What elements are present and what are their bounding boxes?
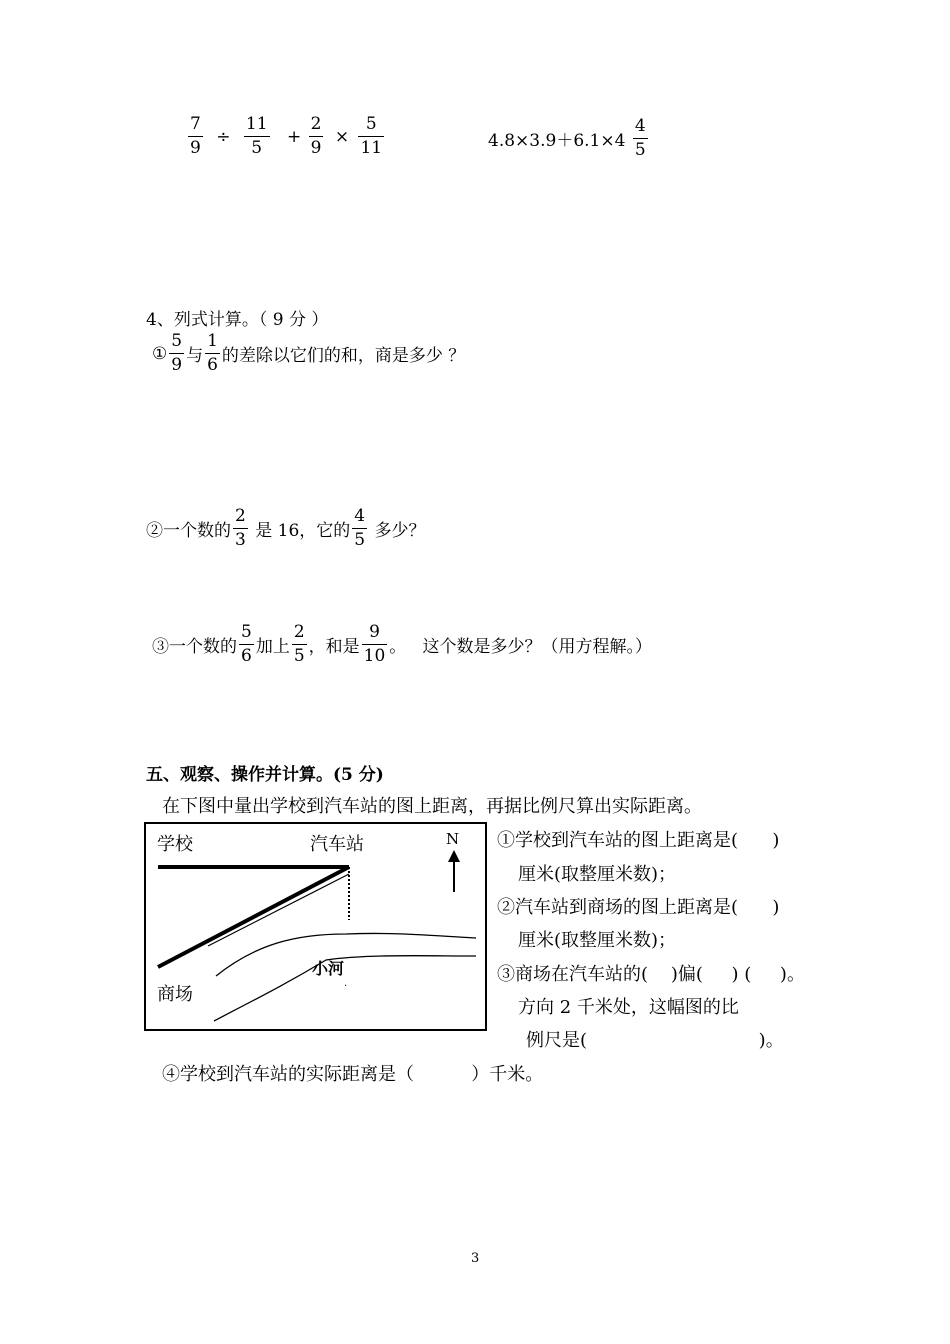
river-upper-bank (216, 933, 476, 976)
river-label: 小河 (312, 959, 345, 978)
north-arrow-head (448, 850, 460, 862)
fraction: $\frac{2}{5}$ (293, 622, 305, 666)
station-label: 汽车站 (310, 834, 364, 855)
question-5-3-line2: 方向 2 千米处，这幅图的比 (518, 997, 739, 1018)
operator: + (286, 126, 302, 147)
fraction: $\frac{2}{3}$ (235, 506, 246, 550)
mall-label: 商场 (157, 984, 193, 1005)
map-dot: . (344, 978, 348, 989)
operator: × (334, 126, 350, 147)
question-5-1-line2: 厘米(取整厘米数)； (518, 864, 677, 885)
question-5-4: ④学校到汽车站的实际距离是（ ）千米。 (162, 1064, 544, 1085)
map-figure (144, 822, 487, 1031)
fraction: $\frac{5}{11}$ (360, 114, 383, 158)
question-5-2-line2: 厘米(取整厘米数)； (518, 930, 677, 951)
fraction: $\frac{9}{10}$ (363, 622, 386, 666)
operator: ÷ (216, 126, 231, 147)
fraction: $\frac{4}{5}$ (634, 116, 646, 160)
question-5-1-line1: ①学校到汽车站的图上距离是( ) (497, 830, 780, 851)
fraction: $\frac{11}{5}$ (245, 114, 268, 158)
school-label: 学校 (157, 834, 193, 855)
fraction: $\frac{1}{6}$ (207, 331, 218, 375)
question-4-3: ③一个数的 $\frac{5}{6}$ 加上 $\frac{2}{5}$ ，和是 $\frac{9}{10}$ 。 这个数是多少？（用方程解。） (152, 622, 653, 666)
fraction: $\frac{7}{9}$ (190, 114, 201, 158)
page-number: 3 (471, 1251, 480, 1266)
section-5-title: 五、观察、操作并计算。(5 分) (146, 765, 384, 785)
fraction: $\frac{2}{9}$ (310, 114, 322, 158)
north-label: N (446, 830, 460, 848)
question-4-1: ① $\frac{5}{9}$ 与 $\frac{1}{6}$ 的差除以它们的和，商是多少 ？ (152, 331, 466, 375)
section-5-instruction: 在下图中量出学校到汽车站的图上距离，再据比例尺算出实际距离。 (162, 796, 702, 817)
fraction: $\frac{5}{6}$ (241, 622, 252, 666)
question-5-2-line1: ②汽车站到商场的图上距离是( ) (497, 897, 780, 918)
question-5-3-line1: ③商场在汽车站的( )偏( ) ( )。 (497, 964, 805, 985)
fraction: $\frac{4}{5}$ (354, 506, 366, 550)
question-4-2: ②一个数的 $\frac{2}{3}$ 是 16，它的 $\frac{4}{5}$ 多少？ (146, 506, 426, 550)
fraction: $\frac{5}{9}$ (171, 331, 183, 375)
section-4-title: 4、列式计算。（ 9 分 ） (146, 310, 329, 330)
question-5-3-line3: 例尺是( )。 (526, 1030, 784, 1051)
expression-2 (488, 118, 650, 159)
expression-text: 4.8×3.9＋6.1×4 (488, 131, 626, 151)
parallel-line (208, 874, 349, 946)
expression-1 (186, 116, 386, 157)
